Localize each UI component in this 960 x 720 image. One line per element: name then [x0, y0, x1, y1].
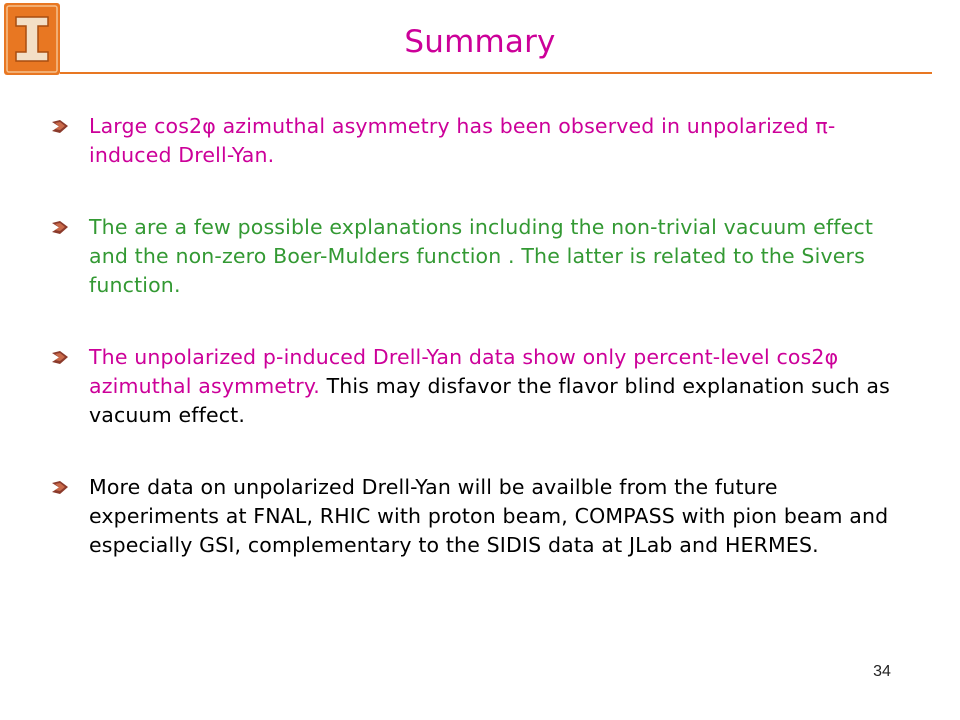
bullet-text-segment: Large cos2φ azimuthal asymmetry has been observed in unpolarized π-induced Drell-Yan.: [89, 114, 836, 167]
bullet-item: [52, 343, 912, 430]
bullet-text-segment: The unpolarized p-induced Drell-Yan data show only percent-level cos2φ azimuthal asymmetry.: [89, 345, 839, 398]
title-divider: [60, 72, 932, 74]
bullet-marker-icon: [52, 351, 68, 364]
bullet-text-segment: This may disfavor the flavor blind explanation such as vacuum effect.: [89, 374, 890, 427]
bullet-text-segment: The are a few possible explanations including the non-trivial vacuum effect and the non-zero Boer-Mulders function . The latter is related to the Sivers function.: [89, 215, 874, 297]
bullet-text: [89, 345, 890, 427]
page-number: 34: [873, 663, 891, 680]
bullet-item: [52, 213, 912, 300]
bullet-text: [89, 114, 835, 167]
summary-bullet-list: [52, 112, 912, 560]
bullet-marker-icon: [52, 481, 68, 494]
bullet-text-segment: More data on unpolarized Drell-Yan will be availble from the future experiments at FNAL, RHIC with proton beam, COMPASS with pion beam and especially GSI, complementary to the SIDIS data at JLab and HERMES.: [89, 475, 889, 557]
bullet-item: [52, 473, 912, 560]
bullet-item: [52, 112, 912, 170]
bullet-marker-icon: [52, 120, 68, 133]
page-title: Summary: [404, 24, 556, 60]
bullet-text: [89, 475, 888, 557]
bullet-text: [89, 215, 873, 297]
bullet-marker-icon: [52, 221, 68, 234]
